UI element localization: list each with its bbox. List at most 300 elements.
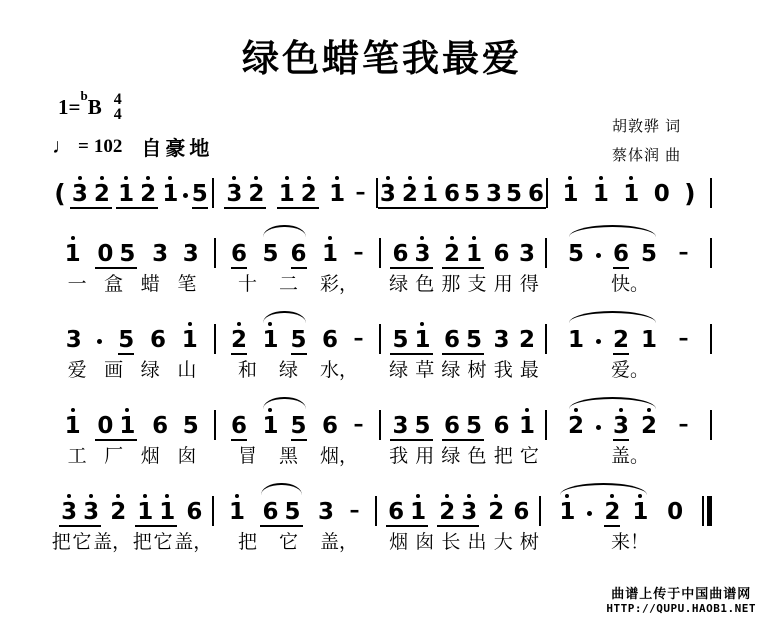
note-digit: 1 (262, 327, 279, 353)
lyric-word: 得 (519, 274, 539, 295)
slur-icon (263, 225, 305, 237)
note-digit: 5 (463, 181, 480, 207)
octave-dot-icon (629, 176, 633, 180)
note (192, 176, 208, 209)
lyric-word: 厂 (104, 446, 124, 467)
music-system (50, 494, 712, 563)
note-digit: 2 (300, 181, 317, 207)
note (150, 322, 166, 355)
barline (710, 324, 712, 354)
note (613, 236, 629, 269)
octave-dot-icon (494, 494, 498, 498)
octave-dot-icon (71, 408, 75, 412)
lyric-word: 二 (278, 274, 298, 295)
watermark-text: 曲谱上传于中国曲谱网 (611, 586, 752, 601)
beam-group (390, 322, 432, 355)
note (519, 408, 535, 441)
held-note-dash: – (353, 412, 364, 436)
octave-dot-icon (285, 176, 289, 180)
beam-group (135, 494, 177, 527)
lyric-word: 树 (467, 360, 487, 381)
note-digit: 5 (182, 413, 199, 439)
staff-row (50, 176, 712, 209)
note-digit: 5 (392, 327, 409, 353)
staff-row (50, 322, 712, 355)
note (464, 176, 480, 207)
note-digit: 3 (226, 181, 243, 207)
note (422, 176, 438, 207)
measure (547, 408, 711, 441)
measure (216, 322, 380, 355)
note-digit: 5 (641, 241, 658, 267)
slur-group (568, 408, 657, 441)
note (380, 176, 396, 207)
lyric-measure (50, 274, 214, 305)
lyric-measure (382, 446, 546, 477)
note (604, 494, 620, 527)
beam-group (260, 494, 302, 527)
beam-group (95, 408, 137, 441)
lyric-word: 一 (67, 274, 87, 295)
key-letter: B (87, 95, 102, 120)
note (466, 408, 482, 439)
octave-dot-icon (307, 176, 311, 180)
lyric-word: 绿 (441, 446, 461, 467)
credits (612, 113, 681, 170)
note-digit: 3 (65, 327, 82, 353)
lyric-word: 我 (389, 446, 409, 467)
note (162, 176, 178, 209)
note (186, 494, 202, 527)
note-digit: 1 (641, 327, 658, 353)
lyric-measure (548, 446, 712, 477)
note-digit: 2 (518, 327, 535, 353)
note (97, 408, 113, 439)
octave-dot-icon (188, 322, 192, 326)
note (72, 176, 88, 207)
staff-row (50, 408, 712, 441)
octave-dot-icon (420, 236, 424, 240)
key-text (58, 88, 102, 120)
octave-dot-icon (472, 236, 476, 240)
measure (216, 236, 380, 269)
note-digit: 6 (443, 327, 460, 353)
note (568, 236, 584, 269)
octave-dot-icon (71, 236, 75, 240)
lyric-word: 黑 (278, 446, 298, 467)
note (285, 494, 301, 525)
augmentation-dot-icon (587, 511, 592, 516)
held-note-dash: – (678, 412, 689, 436)
note-digit: 3 (182, 241, 199, 267)
octave-dot-icon (408, 176, 412, 180)
note-digit: 5 (284, 499, 301, 525)
quarter-note-icon: ♩ (52, 134, 73, 158)
note (118, 322, 134, 355)
music-system (50, 176, 712, 209)
augmentation-dot-icon (596, 425, 601, 430)
lyric-word: 长 (441, 532, 461, 553)
note-digit: 3 (485, 181, 502, 207)
note (593, 176, 609, 209)
beam-group (442, 408, 484, 441)
lyric-word: 草 (415, 360, 435, 381)
beam-group (462, 176, 504, 209)
song-title: 绿色蜡笔我最爱 (242, 38, 522, 79)
measure (547, 236, 711, 269)
beam-group (390, 236, 432, 269)
note (119, 236, 135, 267)
note (83, 494, 99, 525)
note-digit: 2 (110, 499, 127, 525)
note-digit: 2 (248, 181, 265, 207)
note (301, 176, 317, 207)
note-digit: 1 (162, 181, 179, 207)
note-digit: 6 (230, 241, 247, 267)
lyric-word: 烟 (140, 446, 160, 467)
note (322, 408, 338, 441)
note (226, 176, 242, 207)
note-digit: 3 (152, 241, 169, 267)
octave-dot-icon (116, 494, 120, 498)
note-digit: 2 (93, 181, 110, 207)
music-system (50, 236, 712, 305)
parenthesis: ( (54, 179, 66, 208)
measure (50, 494, 212, 527)
lyric-word: 把 (51, 532, 71, 553)
octave-dot-icon (428, 176, 432, 180)
note (262, 408, 278, 441)
lyric-word: 它 (72, 532, 92, 553)
note-digit: 6 (388, 499, 405, 525)
octave-dot-icon (168, 176, 172, 180)
lyric-word: 把 (237, 532, 257, 553)
note (488, 494, 504, 527)
note (493, 236, 509, 269)
lyric-word: 爱。 (610, 360, 649, 381)
note (182, 322, 198, 355)
note-digit: 3 (61, 499, 78, 525)
tempo-marking (52, 132, 213, 161)
note-digit: 0 (97, 413, 114, 439)
note (279, 176, 295, 207)
measure (381, 408, 545, 441)
note-digit: 1 (623, 181, 640, 207)
lyric-measure (548, 532, 712, 563)
parenthesis: ) (684, 179, 696, 208)
lyric-word: 树 (519, 532, 539, 553)
note-digit: 5 (119, 241, 136, 267)
slur-group (568, 322, 657, 355)
note (444, 236, 460, 267)
note (137, 494, 153, 525)
note (410, 494, 426, 525)
held-note-dash: – (355, 180, 366, 204)
note-digit: 5 (118, 327, 135, 353)
note (444, 322, 460, 353)
lyric-word: 来！ (610, 532, 649, 553)
note-digit: 6 (322, 413, 339, 439)
note-digit: 6 (152, 413, 169, 439)
note-digit: 5 (262, 241, 279, 267)
beam-group (442, 236, 484, 269)
note (559, 494, 575, 527)
note-digit: 3 (518, 241, 535, 267)
lyric-word: 烟 (389, 532, 409, 553)
measure (214, 494, 376, 527)
note (388, 494, 404, 525)
note (329, 176, 345, 209)
note (486, 176, 502, 207)
watermark (606, 583, 756, 615)
note (641, 322, 657, 355)
octave-dot-icon (599, 176, 603, 180)
note (641, 408, 657, 441)
flat-sign-icon: b (80, 88, 88, 104)
beam-group (116, 176, 158, 209)
note-digit: 3 (613, 413, 630, 439)
note-digit: 5 (465, 413, 482, 439)
note-digit: 1 (465, 241, 482, 267)
lyric-word: 和 (237, 360, 257, 381)
note (159, 494, 175, 525)
measure (547, 322, 711, 355)
octave-dot-icon (328, 236, 332, 240)
lyrics-row (50, 532, 712, 563)
note-digit: 6 (149, 327, 166, 353)
staff-row (50, 236, 712, 269)
measure (541, 494, 703, 527)
measure (50, 236, 214, 269)
note (414, 236, 430, 267)
note-digit: 1 (559, 499, 576, 525)
note (61, 494, 77, 525)
note-digit: 2 (401, 181, 418, 207)
octave-dot-icon (254, 176, 258, 180)
lyrics-row (50, 446, 712, 477)
note (248, 176, 264, 207)
note-digit: 1 (421, 181, 438, 207)
barline (710, 410, 712, 440)
note-digit: 1 (118, 181, 135, 207)
lyric-measure (216, 274, 380, 305)
watermark-url: HTTP://QUPU.HAOB1.NET (606, 602, 756, 615)
measure (214, 176, 376, 209)
note (632, 494, 648, 527)
measure (50, 408, 214, 441)
note-digit: 2 (613, 327, 630, 353)
octave-dot-icon (416, 494, 420, 498)
note-digit: 1 (64, 413, 81, 439)
slur-group (260, 494, 302, 527)
measure (378, 176, 546, 209)
note-digit: 1 (262, 413, 279, 439)
measure (381, 322, 545, 355)
note (262, 494, 278, 525)
composer-credit: 蔡体润 曲 (612, 146, 682, 164)
time-signature (114, 92, 122, 122)
held-note-dash: – (678, 240, 689, 264)
octave-dot-icon (386, 176, 390, 180)
note-digit: 1 (119, 413, 136, 439)
note (152, 408, 168, 441)
lyric-word: 它 (153, 532, 173, 553)
note (66, 322, 82, 355)
lyric-word: 十 (237, 274, 257, 295)
beam-group (390, 408, 432, 441)
measure (50, 322, 214, 355)
octave-dot-icon (143, 494, 147, 498)
note (262, 236, 278, 269)
measure (548, 176, 710, 209)
music-system (50, 408, 712, 477)
note-digit: 6 (443, 181, 460, 207)
lyric-word: 盖， (174, 532, 213, 553)
octave-dot-icon (89, 494, 93, 498)
key-signature (58, 88, 122, 124)
note-digit: 1 (228, 499, 245, 525)
beam-group (378, 176, 420, 209)
note-digit: 1 (592, 181, 609, 207)
held-note-dash: – (678, 326, 689, 350)
octave-dot-icon (232, 176, 236, 180)
lyricist-credit: 胡敦骅 词 (612, 118, 682, 135)
note (414, 408, 430, 439)
note-digit: 2 (488, 499, 505, 525)
note (110, 494, 126, 527)
note (519, 322, 535, 355)
octave-dot-icon (445, 494, 449, 498)
note-digit: 3 (379, 181, 396, 207)
note (291, 236, 307, 269)
lyric-word: 它 (278, 532, 298, 553)
note (528, 176, 544, 207)
note-digit: 1 (632, 499, 649, 525)
lyric-word: 色 (467, 446, 487, 467)
meter-numerator: 4 (113, 91, 122, 108)
lyric-measure (382, 532, 546, 563)
lyric-word: 画 (104, 360, 124, 381)
note (65, 236, 81, 269)
lyric-word: 笔 (177, 274, 197, 295)
lyric-word: 山 (177, 360, 197, 381)
lyric-word: 绿 (278, 360, 298, 381)
note (439, 494, 455, 525)
slur-group (262, 236, 306, 269)
note (568, 322, 584, 355)
lyric-word: 我 (493, 360, 513, 381)
note (231, 322, 247, 355)
barline (710, 178, 712, 208)
note-digit: 2 (443, 241, 460, 267)
note-digit: 1 (567, 327, 584, 353)
octave-dot-icon (67, 494, 71, 498)
note (392, 408, 408, 439)
note (318, 494, 334, 527)
slur-group (568, 236, 657, 269)
note-digit: 1 (322, 241, 339, 267)
note-digit: 6 (230, 413, 247, 439)
augmentation-dot-icon (183, 193, 188, 198)
note (461, 494, 477, 525)
note (654, 176, 670, 209)
note (392, 322, 408, 353)
note (65, 408, 81, 441)
lyric-measure (216, 446, 380, 477)
lyric-measure (50, 360, 214, 391)
note-digit: 1 (562, 181, 579, 207)
note-digit: 2 (439, 499, 456, 525)
held-note-dash: – (353, 240, 364, 264)
octave-dot-icon (235, 494, 239, 498)
lyric-word: 蜡 (140, 274, 160, 295)
systems (50, 176, 712, 580)
lyric-word: 它 (519, 446, 539, 467)
lyric-word: 大 (493, 532, 513, 553)
note-digit: 6 (493, 413, 510, 439)
note-digit: 1 (414, 327, 431, 353)
lyric-word: 绿 (389, 274, 409, 295)
beam-group (386, 494, 428, 527)
note-digit: 2 (140, 181, 157, 207)
slur-icon (569, 311, 656, 323)
beam-group (504, 176, 546, 209)
lyric-measure (382, 360, 546, 391)
lyric-word: 快。 (610, 274, 649, 295)
note (140, 176, 156, 207)
note-digit: 0 (667, 499, 684, 525)
note (466, 322, 482, 353)
held-note-dash: – (349, 498, 360, 522)
measure (377, 494, 539, 527)
note-digit: 6 (493, 241, 510, 267)
slur-icon (263, 311, 305, 323)
lyric-measure (548, 360, 712, 391)
lyric-word: 盖， (319, 532, 358, 553)
lyric-word: 用 (415, 446, 435, 467)
slur-group (559, 494, 648, 527)
octave-dot-icon (146, 176, 150, 180)
lyric-word: 盖， (93, 532, 132, 553)
slur-group (262, 408, 306, 441)
note-digit: 1 (159, 499, 176, 525)
note (118, 176, 134, 207)
note-digit: 3 (392, 413, 409, 439)
note-digit: 3 (71, 181, 88, 207)
beam-group (59, 494, 101, 527)
note-digit: 2 (641, 413, 658, 439)
meter-denominator: 4 (113, 106, 122, 124)
barline (710, 238, 712, 268)
lyric-word: 色 (415, 274, 435, 295)
note (641, 236, 657, 269)
lyric-word: 最 (519, 360, 539, 381)
lyric-word: 用 (493, 274, 513, 295)
beam-group (420, 176, 462, 209)
beam-group (95, 236, 137, 269)
note-digit: 5 (414, 413, 431, 439)
beam-group (442, 322, 484, 355)
lyric-measure (216, 532, 380, 563)
octave-dot-icon (420, 322, 424, 326)
note (94, 176, 110, 207)
lyric-word: 绿 (389, 360, 409, 381)
note (262, 322, 278, 355)
note (493, 322, 509, 355)
note (322, 236, 338, 269)
note-digit: 6 (322, 327, 339, 353)
slur-icon (560, 483, 647, 495)
